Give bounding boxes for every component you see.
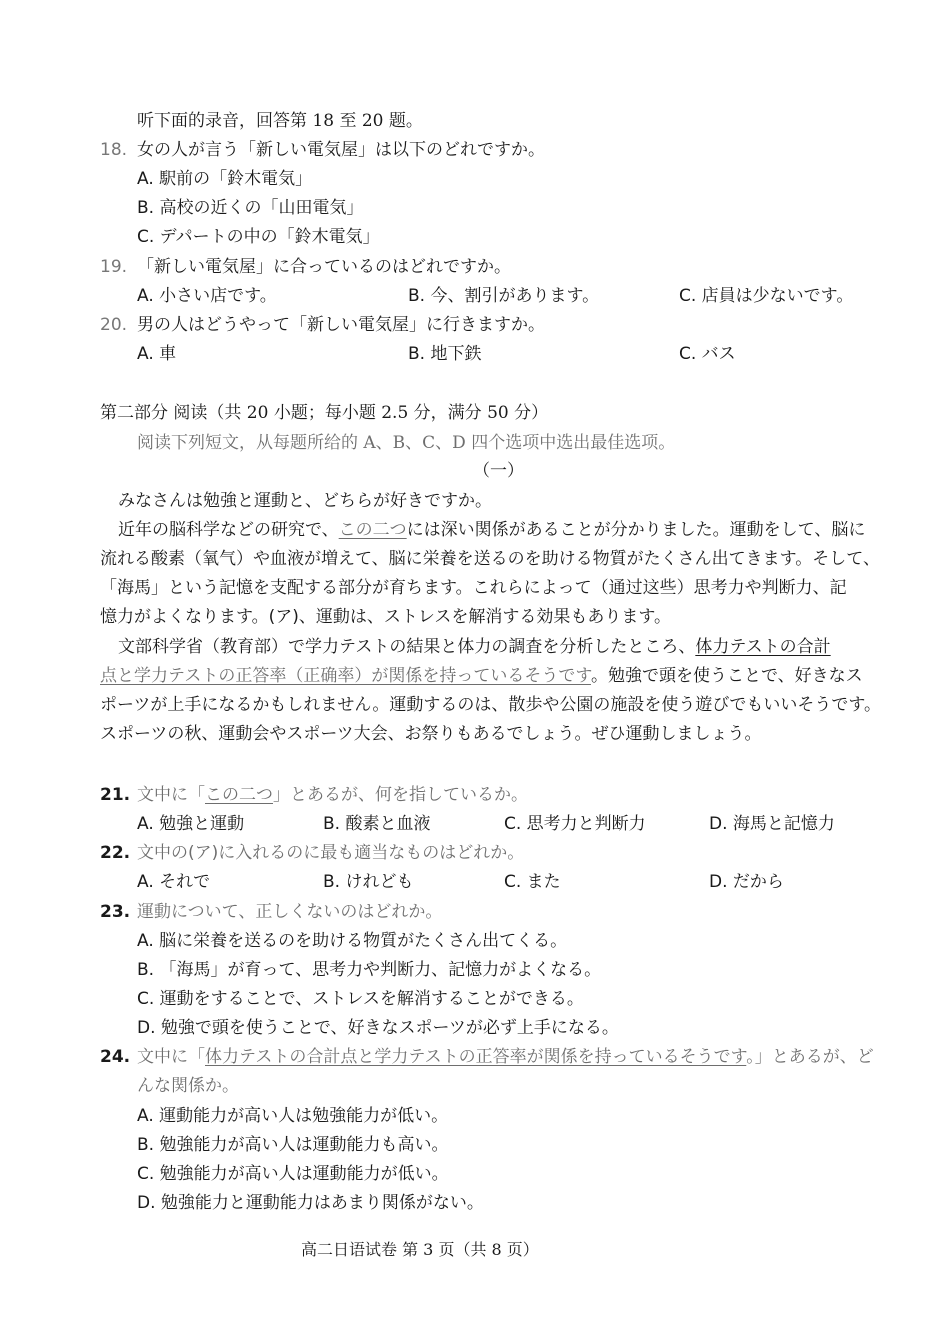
question-number: 19. (100, 257, 128, 277)
option-c: C. 運動をすることで、ストレスを解消することができる。 (137, 989, 584, 1009)
option-a: A. 車 (137, 344, 177, 364)
passage-line: 流れる酸素（氧气）や血液が増えて、脳に栄養を送るのを助ける物質がたくさん出てきます。そして、 (100, 549, 880, 569)
option-a: A. 駅前の「鈴木電気」 (137, 169, 313, 189)
question-number: 22. (100, 843, 131, 863)
question-text-part: 」とあるが、何を指しているか。 (273, 785, 528, 805)
passage-text: 文部科学省（教育部）で学力テストの結果と体力の調査を分析したところ、 (118, 637, 696, 657)
option-c: C. 店員は少ないです。 (679, 286, 854, 306)
question-text-continued: んな関係か。 (137, 1076, 239, 1096)
option-d: D. 勉強で頭を使うことで、好きなスポーツが必ず上手になる。 (137, 1018, 619, 1038)
question-number: 20. (100, 315, 128, 335)
question-20 (100, 314, 545, 336)
passage-text: 。勉強で頭を使うことで、好きなス (590, 666, 863, 686)
option-c: C. バス (679, 344, 736, 364)
option-b: B. 勉強能力が高い人は運動能力も高い。 (137, 1135, 449, 1155)
option-b: B. 地下鉄 (408, 344, 482, 364)
passage-paragraph-1: みなさんは勉強と運動と、どちらが好きですか。 (118, 491, 492, 511)
question-number: 23. (100, 902, 131, 922)
page-footer: 高二日语试卷 第 3 页（共 8 页） (301, 1240, 539, 1259)
option-b: B. 高校の近くの「山田電気」 (137, 198, 364, 218)
question-19 (100, 256, 511, 278)
question-text: 運動について、正しくないのはどれか。 (137, 902, 443, 922)
underlined-phrase: この二つ (338, 520, 407, 540)
option-d: D. だから (709, 872, 784, 892)
option-b: B. 酸素と血液 (323, 814, 431, 834)
question-text (137, 1046, 874, 1068)
section-title: 第二部分 阅读（共 20 小题；每小题 2.5 分，满分 50 分） (100, 403, 549, 423)
passage-line: スポーツの秋、運動会やスポーツ大会、お祭りもあるでしょう。ぜひ運動しましょう。 (100, 724, 762, 744)
option-a: A. 勉強と運動 (137, 814, 245, 834)
question-text: 女の人が言う「新しい電気屋」は以下のどれですか。 (137, 140, 545, 160)
option-a: A. 脳に栄養を送るのを助ける物質がたくさん出てくる。 (137, 931, 568, 951)
question-text: 男の人はどうやって「新しい電気屋」に行きますか。 (137, 315, 545, 335)
question-number: 21. (100, 785, 131, 805)
option-b: B. けれども (323, 872, 414, 892)
question-number: 24. (100, 1047, 131, 1067)
listening-instruction: 听下面的录音，回答第 18 至 20 题。 (137, 111, 423, 131)
option-c: C. また (504, 872, 561, 892)
underlined-phrase: 体力テストの合計点と学力テストの正答率が関係を持っているそうです (205, 1047, 747, 1067)
question-text-part: 。」とあるが、ど (746, 1047, 874, 1067)
passage-number: （一） (473, 461, 524, 481)
option-d: D. 海馬と記憶力 (709, 814, 835, 834)
question-text (137, 784, 528, 806)
question-text-part: 文中に「 (137, 1047, 205, 1067)
question-21 (100, 784, 528, 806)
option-b: B. 今、割引があります。 (408, 286, 600, 306)
passage-line (100, 665, 863, 687)
passage-line: ポーツが上手になるかもしれません。運動するのは、散歩や公園の施設を使う遊びでもいいそうです。 (100, 695, 881, 715)
passage-line (118, 519, 865, 541)
reading-instruction: 阅读下列短文，从每题所给的 A、B、C、D 四个选项中选出最佳选项。 (137, 433, 676, 453)
passage-text: には深い関係があることが分かりました。運動をして、脳に (406, 520, 866, 540)
option-c: C. デパートの中の「鈴木電気」 (137, 227, 380, 247)
underlined-phrase: 点と学力テストの正答率（正确率）が関係を持っているそうです (100, 666, 591, 686)
passage-text: 近年の脳科学などの研究で、 (118, 520, 339, 540)
question-18 (100, 139, 545, 161)
question-text: 「新しい電気屋」に合っているのはどれですか。 (137, 257, 511, 277)
option-a: A. 運動能力が高い人は勉強能力が低い。 (137, 1106, 449, 1126)
question-number: 18. (100, 140, 128, 160)
option-b: B. 「海馬」が育って、思考力や判断力、記憶力がよくなる。 (137, 960, 602, 980)
option-d: D. 勉強能力と運動能力はあまり関係がない。 (137, 1193, 484, 1213)
question-text: 文中の(ア)に入れるのに最も適当なものはどれか。 (137, 843, 525, 863)
passage-line: 「海馬」という記憶を支配する部分が育ちます。これらによって（通过这些）思考力や判断力、記 (100, 578, 847, 598)
underlined-phrase: この二つ (205, 785, 273, 805)
option-c: C. 勉強能力が高い人は運動能力が低い。 (137, 1164, 449, 1184)
passage-line (118, 636, 831, 658)
option-c: C. 思考力と判断力 (504, 814, 646, 834)
option-a: A. 小さい店です。 (137, 286, 277, 306)
passage-line: 憶力がよくなります。(ア)、運動は、ストレスを解消する効果もあります。 (100, 607, 672, 627)
option-a: A. それで (137, 872, 211, 892)
underlined-phrase: 体力テストの合計 (695, 637, 831, 657)
question-23 (100, 901, 443, 923)
question-text-part: 文中に「 (137, 785, 205, 805)
question-24 (100, 1046, 874, 1068)
question-22 (100, 842, 525, 864)
